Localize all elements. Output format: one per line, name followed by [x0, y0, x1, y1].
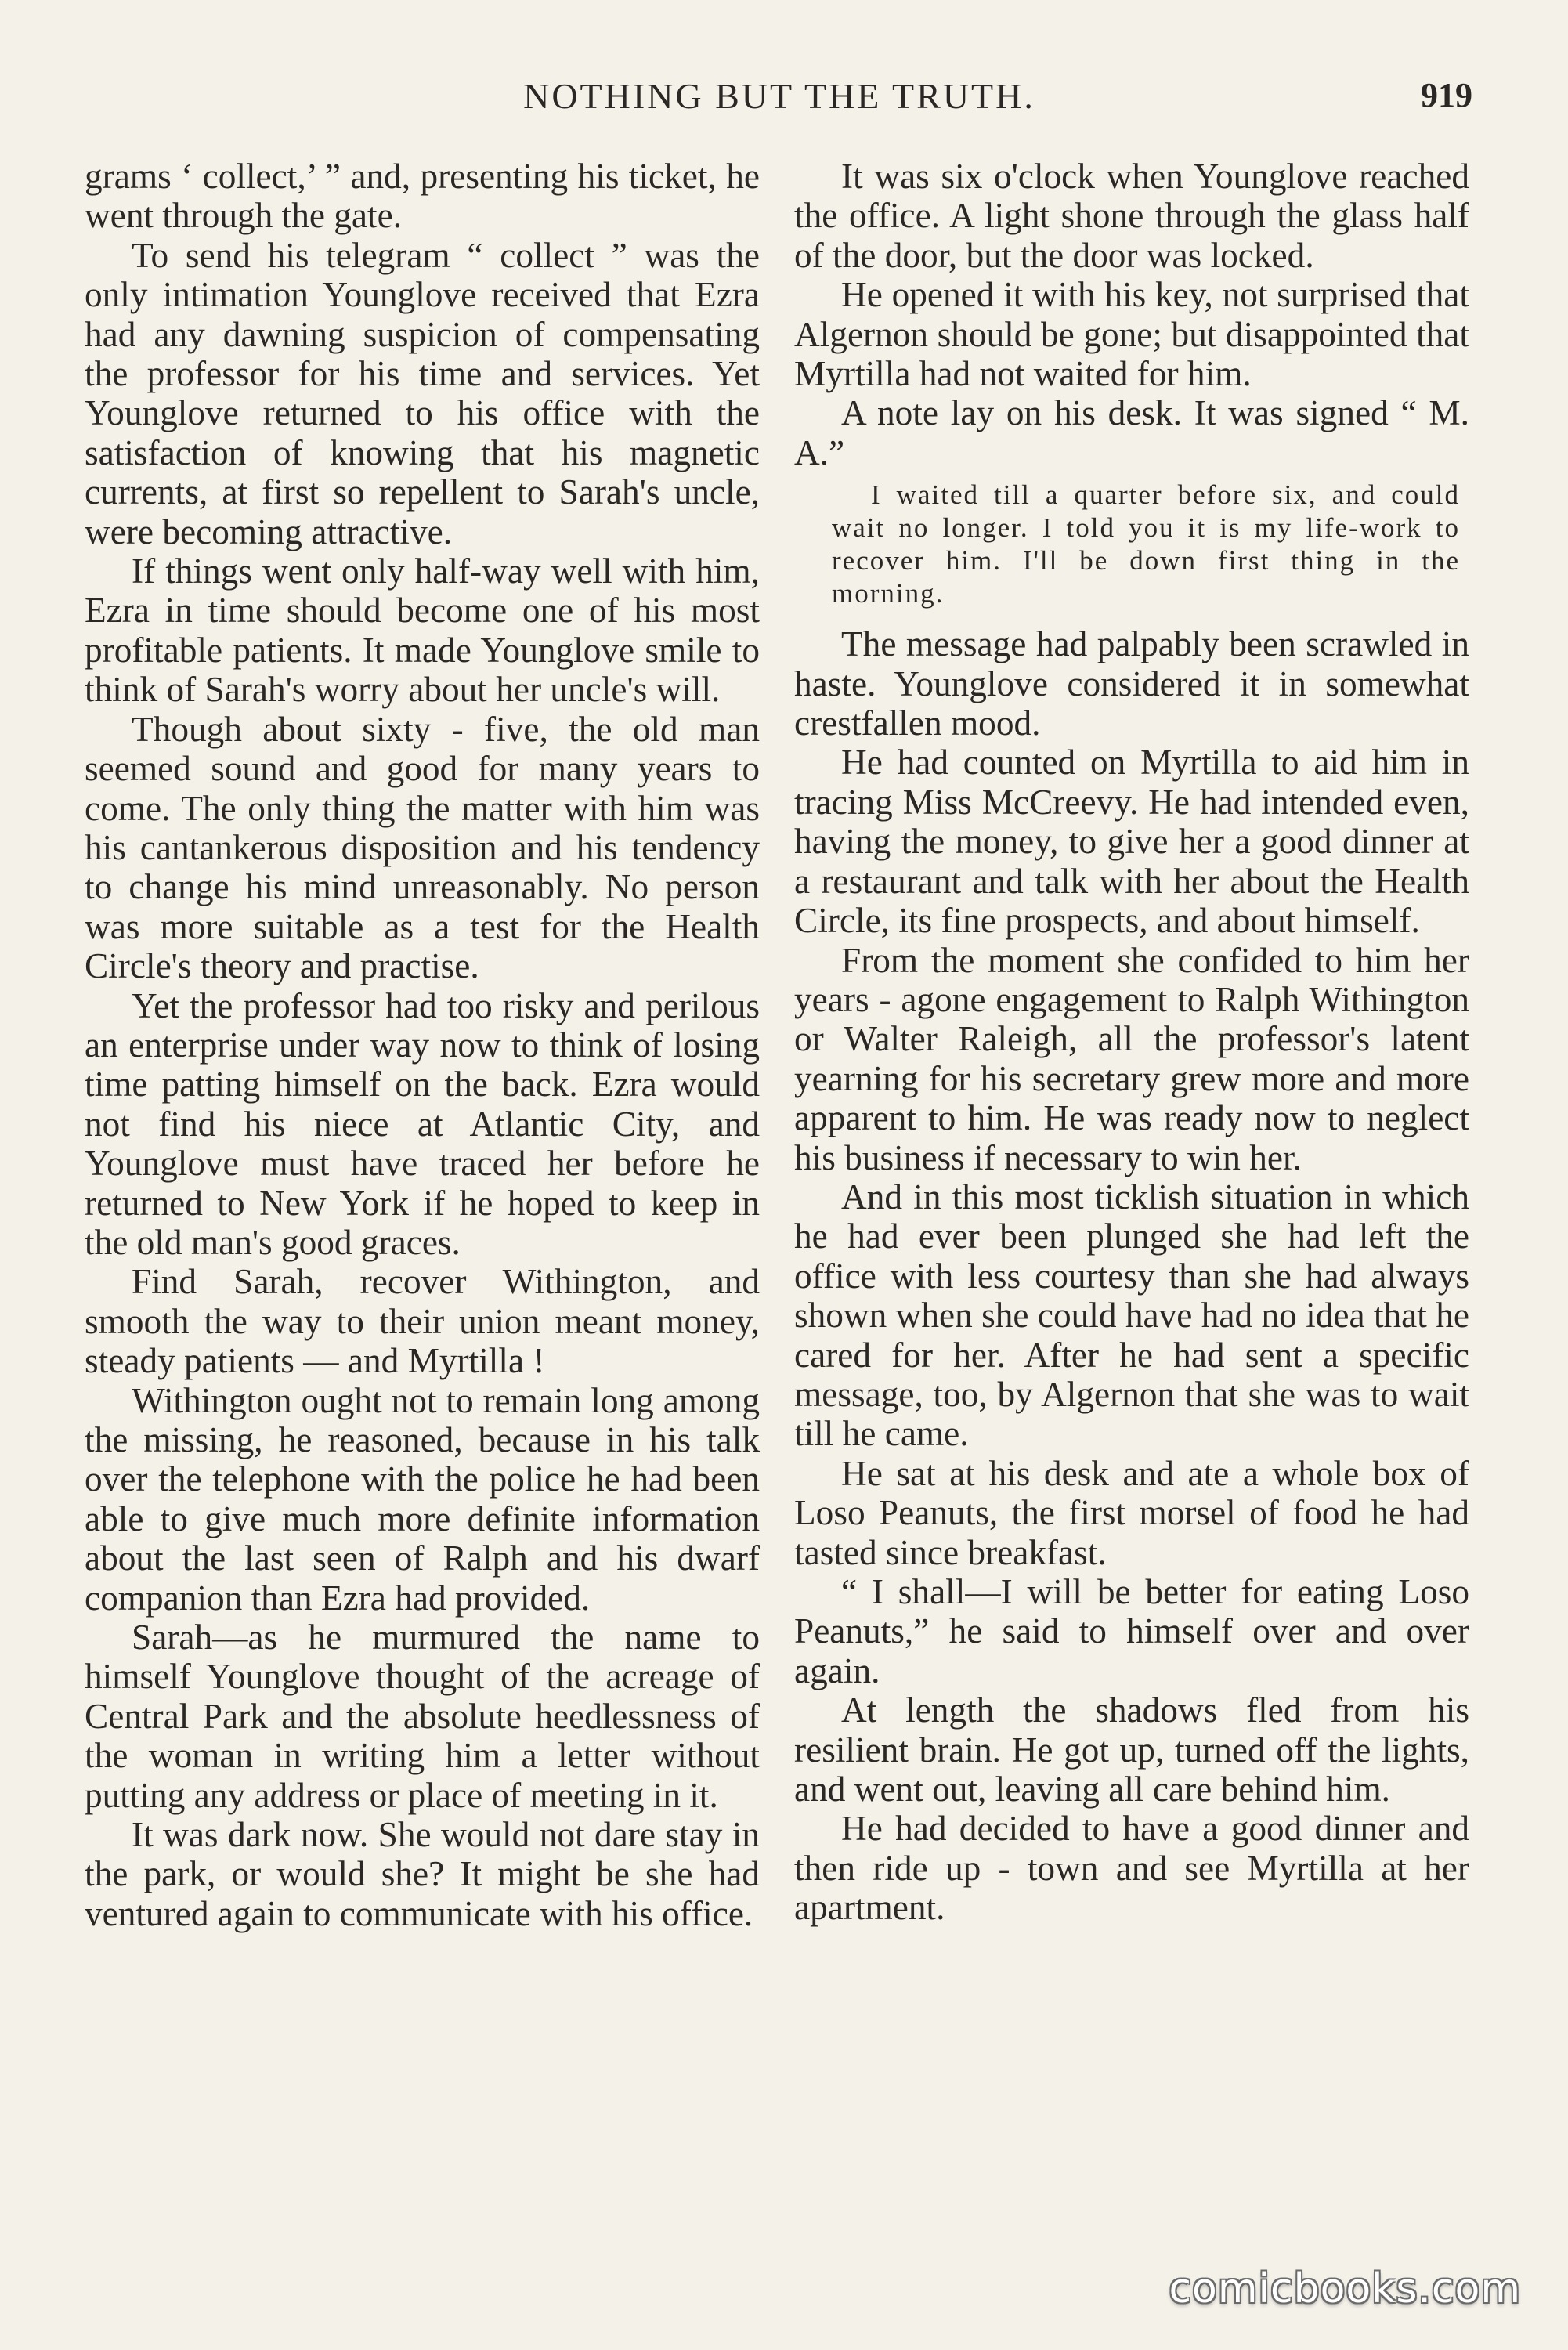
paragraph: He opened it with his key, not surprised that Algernon should be gone; but disappointed that Myrtilla had not waited for him.	[794, 275, 1469, 394]
page-number: 919	[1421, 76, 1472, 114]
paragraph: It was six o'clock when Younglove reached the office. A light shone through the glass half of the door, but the door was locked.	[794, 157, 1469, 275]
paragraph: From the moment she confided to him her years - agone engagement to Ralph Withington or Walter Raleigh, all the professor's latent yearning for his secretary grew more and more apparent to him. He was ready now to neglect his business if necessary to win her.	[794, 940, 1469, 1177]
paragraph: And in this most ticklish situation in which he had ever been plunged she had left the office with less courtesy than she had always shown when she could have had no idea that he cared for her. After he had sent a specific message, too, by Algernon that she was to wait till he came.	[794, 1177, 1469, 1454]
paragraph: “ I shall—I will be better for eating Loso Peanuts,” he said to himself over and over again.	[794, 1572, 1469, 1690]
running-title: NOTHING BUT THE TRUTH.	[523, 76, 1035, 116]
paragraph: To send his telegram “ collect ” was the only intimation Younglove received that Ezra had any dawning suspicion of compensating the professor for his time and services. Yet Younglove returned to his office with the satisfaction of knowing that his magnetic currents, at first so repellent to Sarah's uncle, were becoming attractive.	[85, 235, 760, 551]
paragraph: He had decided to have a good dinner and then ride up - town and see Myrtilla at her apartment.	[794, 1809, 1469, 1928]
right-column	[794, 157, 1469, 1928]
paragraph: Sarah—as he murmured the name to himself Younglove thought of the acreage of Central Park and the absolute heedlessness of the woman in writing him a letter without putting any address or place of meeting in it.	[85, 1618, 760, 1815]
paragraph: A note lay on his desk. It was signed “ M. A.”	[794, 393, 1469, 472]
page-header	[86, 75, 1472, 122]
paragraph: Yet the professor had too risky and perilous an enterprise under way now to think of losing time patting himself on the back. Ezra would not find his niece at Atlantic City, and Younglove must have traced her before he returned to New York if he hoped to keep in the old man's good graces.	[85, 985, 760, 1262]
note-text: I waited till a quarter before six, and could wait no longer. I told you it is my life-work to recover him. I'll be down first thing in the morning.	[832, 479, 1460, 609]
handwritten-note-quote	[832, 479, 1460, 610]
paragraph: Find Sarah, recover Withington, and smooth the way to their union meant money, steady patients — and Myrtilla !	[85, 1262, 760, 1381]
paragraph: Though about sixty - five, the old man seemed sound and good for many years to come. The only thing the matter with him was his cantankerous disposition and his tendency to change his mind unreasonably. No person was more suitable as a test for the Health Circle's theory and practise.	[85, 709, 760, 986]
left-column	[85, 157, 760, 1933]
paragraph: He had counted on Myrtilla to aid him in tracing Miss McCreevy. He had intended even, having the money, to give her a good dinner at a restaurant and talk with her about the Health Circle, its fine prospects, and about himself.	[794, 743, 1469, 941]
paragraph: He sat at his desk and ate a whole box of Loso Peanuts, the first morsel of food he had tasted since breakfast.	[794, 1453, 1469, 1572]
paragraph: At length the shadows fled from his resilient brain. He got up, turned off the lights, and went out, leaving all care behind him.	[794, 1690, 1469, 1810]
paragraph: If things went only half-way well with him, Ezra in time should become one of his most profitable patients. It made Younglove smile to think of Sarah's worry about her uncle's will.	[85, 551, 760, 710]
paragraph: grams ‘ collect,’ ” and, presenting his ticket, he went through the gate.	[85, 157, 760, 236]
paragraph: The message had palpably been scrawled in haste. Younglove considered it in somewhat crestfallen mood.	[794, 624, 1469, 743]
watermark: comicbooks.com	[1169, 2265, 1521, 2312]
paragraph: It was dark now. She would not dare stay in the park, or would she? It might be she had ventured again to communicate with his office.	[85, 1815, 760, 1933]
paragraph: Withington ought not to remain long among the missing, he reasoned, because in his talk over the telephone with the police he had been able to give much more definite information about the last seen of Ralph and his dwarf companion than Ezra had provided.	[85, 1380, 760, 1618]
